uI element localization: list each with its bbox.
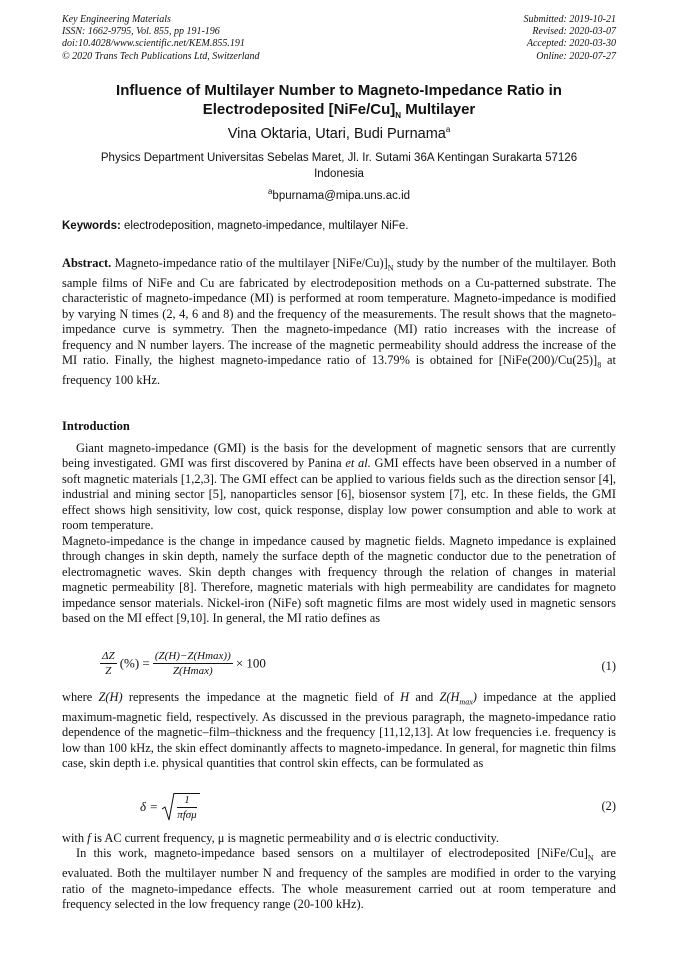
email-superscript: a bbox=[267, 187, 273, 196]
title-subscript: N bbox=[395, 110, 402, 120]
accepted-date: Accepted: 2020-03-30 bbox=[526, 38, 616, 50]
author-superscript: a bbox=[445, 125, 451, 134]
eq2-lhs: δ = bbox=[140, 799, 159, 814]
online-date: Online: 2020-07-27 bbox=[536, 50, 616, 62]
section-heading-introduction: Introduction bbox=[62, 419, 130, 433]
intro-p3-d: impedance at the applied maximum-magnetic field, respectively. As discussed in the previous paragraph, the magneto-impedance ratio dependence of the magnetic–film–thickness and the frequency [11,12,13]. At low frequencies i.e. frequency is low than 100 kHz, the skin effect dominantly affects to magneto-impedance. In general, for magnetic thin films case, skin depth i.e. physical quantities that control skin effects, can be formulated as bbox=[62, 690, 616, 771]
affiliation bbox=[62, 151, 616, 182]
eq1-rhs-den: Z(Hmax) bbox=[172, 665, 213, 677]
sqrt-sign-icon bbox=[161, 792, 175, 822]
abstract-sub-1: N bbox=[387, 263, 394, 273]
title-text: Electrodeposited [NiFe/Cu] bbox=[202, 100, 396, 118]
keywords bbox=[62, 220, 616, 232]
issn: ISSN: 1662-9795, Vol. 855, pp 191-196 bbox=[62, 26, 220, 38]
intro-p1-text-b: GMI effects have been observed in a number of soft magnetic materials [1,2,3]. The GMI effect can be applied to various fields such as the direction sensor [4], industrial and mining sector [5], nanoparticles sensor [6], biosensor system [7], etc. In these fields, the GMI effect shows high sensitivity, low cost, quick response, display low power consumption and able to work at room temperature. bbox=[62, 456, 616, 533]
intro-p3-zhmax-text: Z(H bbox=[439, 690, 460, 704]
keywords-text: electrodeposition, magneto-impedance, multilayer NiFe. bbox=[120, 220, 409, 232]
author-names: Vina Oktaria, Utari, Budi Purnama bbox=[227, 125, 446, 142]
intro-p3-zhmax bbox=[439, 690, 477, 707]
intro-p5-a: In this work, magneto-impedance based sensors on a multilayer of electrodeposited [NiFe/Cu] bbox=[76, 846, 588, 861]
eq1-rhs-num: (Z(H)−Z(Hmax)) bbox=[154, 650, 231, 662]
email-address[interactable]: bpurnama@mipa.uns.ac.id bbox=[272, 189, 411, 202]
eq1-lhs-num: ΔZ bbox=[102, 650, 115, 662]
eq1-lhs-den: Z bbox=[105, 665, 112, 677]
intro-p3-h: H bbox=[400, 690, 410, 704]
equation-1-number: (1) bbox=[601, 659, 616, 673]
intro-paragraph-3 bbox=[62, 690, 616, 772]
abstract bbox=[62, 256, 616, 389]
equation-1 bbox=[62, 650, 616, 686]
abstract-sub-2: 8 bbox=[597, 360, 602, 370]
eq1-rhs-mult: × 100 bbox=[235, 655, 266, 671]
abstract-text-2: study by the number of the multilayer. Both sample films of NiFe and Cu are fabricated by electrodeposition methods on a Cu-patterned substrate. The characteristic of magneto-impedance (MI) is performed at room temperature. Magneto-impedance is modified by varying N times (2, 4, 6 and 8) and the frequency of the measurements. The result shows that the magneto-impedance curve is symmetry. Then the magneto-impedance (MI) ratio increases with the increase of frequency and N number layers. The increase of the magnetic permeability should address the increase of the MI ratio. Finally, the highest magneto-impedance ratio of 13.79% is obtained for [NiFe(200)/Cu(25)] bbox=[62, 256, 616, 368]
intro-p3-zhmax-end: ) bbox=[472, 690, 477, 704]
abstract-text-3: at frequency 100 kHz. bbox=[62, 353, 616, 388]
revised-date: Revised: 2020-03-07 bbox=[532, 26, 616, 38]
intro-p1-etal: et al. bbox=[345, 456, 371, 471]
intro-p5-b: are evaluated. Both the multilayer number N and frequency of the samples are modified in order to the varying ratio of the magneto-impedance effects. The whole measurement carried out at room temperature and frequency selected in the low frequency range (20-100 kHz). bbox=[62, 846, 616, 912]
introduction-part-2 bbox=[62, 690, 616, 772]
title-line-1: Influence of Multilayer Number to Magneto-Impedance Ratio in bbox=[116, 82, 562, 99]
introduction-part-1 bbox=[62, 441, 616, 626]
copyright: © 2020 Trans Tech Publications Ltd, Switzerland bbox=[62, 50, 260, 62]
title-text-end: Multilayer bbox=[401, 100, 476, 118]
introduction-part-3 bbox=[62, 831, 616, 913]
intro-paragraph-5 bbox=[62, 846, 616, 912]
intro-p4-f: f bbox=[87, 831, 91, 845]
intro-paragraph-4 bbox=[62, 831, 616, 846]
eq1-lhs-fraction bbox=[100, 650, 117, 677]
affiliation-line-1: Physics Department Universitas Sebelas Maret, Jl. Ir. Sutami 36A Kentingan Surakarta 57126 bbox=[100, 152, 578, 164]
intro-p5-sub: N bbox=[587, 853, 594, 863]
intro-p3-c: and bbox=[409, 690, 440, 704]
equation-2-number: (2) bbox=[601, 799, 616, 813]
keywords-label: Keywords: bbox=[62, 220, 121, 232]
intro-p1-text-a: Giant magneto-impedance (GMI) is the basis for the development of magnetic sensors that are currently being investigated. GMI was first discovered by Panina bbox=[62, 441, 616, 471]
title-line-2 bbox=[62, 101, 616, 126]
authors bbox=[62, 125, 616, 142]
equation-1-body bbox=[100, 650, 266, 677]
eq1-lhs-unit: (%) = bbox=[119, 655, 150, 671]
submitted-date: Submitted: 2019-10-21 bbox=[523, 14, 616, 25]
intro-p4-b: is AC current frequency, μ is magnetic permeability and σ is electric conductivity. bbox=[90, 831, 500, 845]
eq2-fraction bbox=[174, 793, 200, 821]
intro-p3-zh: Z(H) bbox=[98, 690, 123, 704]
affiliation-line-2: Indonesia bbox=[314, 167, 364, 180]
intro-p4-a: with bbox=[62, 831, 88, 845]
abstract-label: Abstract. bbox=[62, 256, 112, 270]
header-left bbox=[62, 14, 260, 63]
intro-paragraph-2: Magneto-impedance is the change in impedance caused by magnetic fields. Magneto impedance is explained through changes in skin depth, namely the surface depth of the magnetic conductor due to the penetration of electromagnetic waves. Skin depth changes with frequency through the relation of changes in material magnetic permeability [8]. Therefore, magnetic materials with high permeability are candidates for magneto impedance sensor materials. Nickel-iron (NiFe) soft magnetic films are most widely used in magnetic sensors based on the MI effect [9,10]. In general, the MI ratio defines as bbox=[62, 533, 616, 625]
abstract-paragraph bbox=[62, 256, 616, 389]
intro-p3-a: where bbox=[62, 690, 99, 704]
journal-name: Key Engineering Materials bbox=[62, 14, 171, 25]
header-right bbox=[524, 14, 617, 63]
email bbox=[62, 187, 616, 202]
eq2-den: πfσμ bbox=[177, 809, 197, 821]
abstract-text-1: Magneto-impedance ratio of the multilayer [NiFe/Cu)] bbox=[111, 256, 388, 270]
equation-2-body bbox=[140, 792, 200, 822]
eq1-rhs-fraction bbox=[153, 650, 233, 677]
intro-paragraph-1 bbox=[62, 441, 616, 534]
intro-p3-zhmax-sub: max bbox=[459, 697, 473, 707]
intro-p3-b: represents the impedance at the magnetic field of bbox=[122, 690, 401, 704]
equation-2 bbox=[62, 790, 616, 824]
paper-title bbox=[62, 82, 616, 125]
eq2-num: 1 bbox=[177, 794, 197, 808]
doi[interactable]: doi:10.4028/www.scientific.net/KEM.855.191 bbox=[62, 38, 245, 50]
